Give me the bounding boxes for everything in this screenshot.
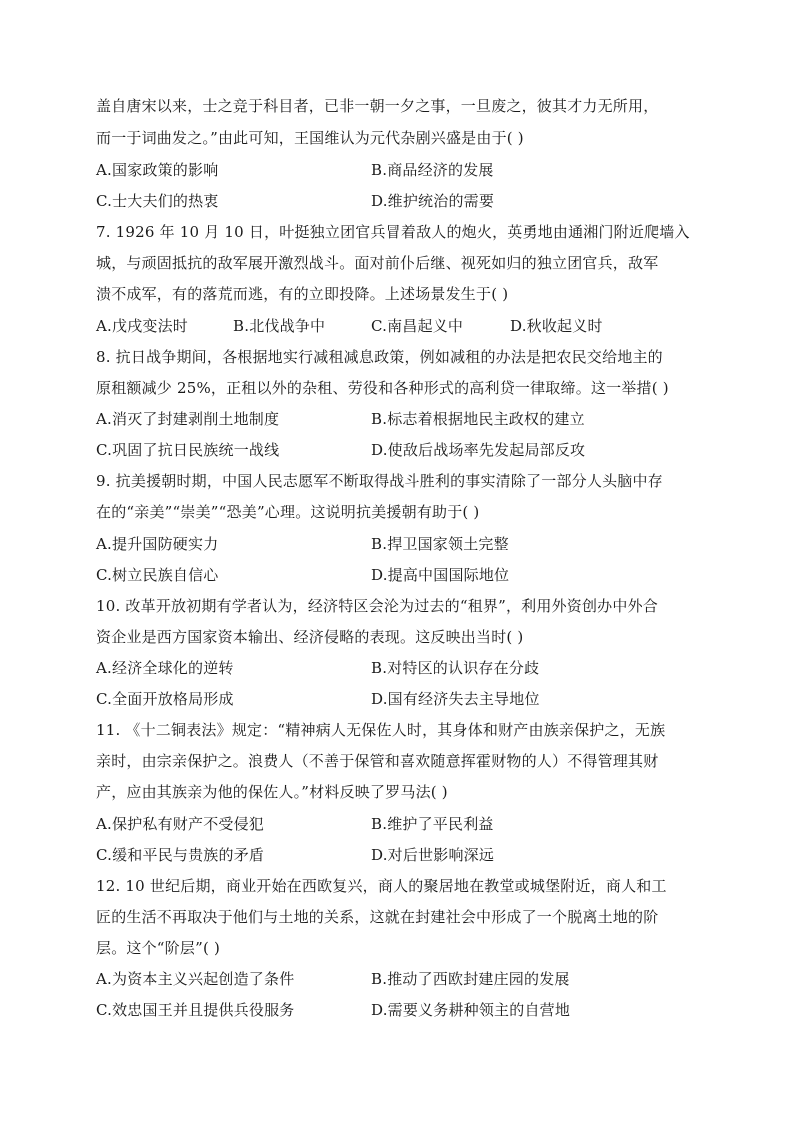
q9-option-d: D.提高中国国际地位 <box>371 566 510 584</box>
q8-option-a: A.消灭了封建剥削土地制度 <box>96 410 280 428</box>
q11-stem-line-3: 产，应由其族亲为他的保佐人。”材料反映了罗马法( ) <box>96 783 448 801</box>
q12-option-c: C.效忠国王并且提供兵役服务 <box>96 1001 295 1019</box>
q12-stem-line-2: 匠的生活不再取决于他们与土地的关系，这就在封建社会中形成了一个脱离土地的阶 <box>96 908 659 926</box>
q10-option-a: A.经济全球化的逆转 <box>96 659 234 677</box>
q11-option-c: C.缓和平民与贵族的矛盾 <box>96 846 265 864</box>
q7-option-c: C.南昌起义中 <box>371 317 464 335</box>
q12-option-b: B.推动了西欧封建庄园的发展 <box>371 970 570 988</box>
q12-stem-line-1: 12. 10 世纪后期，商业开始在西欧复兴，商人的聚居地在教堂或城堡附近，商人和工 <box>96 877 667 895</box>
q6-stem-line-1: 盖自唐宋以来，士之竞于科目者，已非一朝一夕之事，一旦废之，彼其才力无所用， <box>96 97 659 115</box>
q6-option-c: C.士大夫们的热衷 <box>96 192 219 210</box>
q8-stem-line-1: 8. 抗日战争期间，各根据地实行减租减息政策，例如减租的办法是把农民交给地主的 <box>96 348 663 366</box>
q8-option-b: B.标志着根据地民主政权的建立 <box>371 410 585 428</box>
q8-option-d: D.使敌后战场率先发起局部反攻 <box>371 441 586 459</box>
q9-option-b: B.捍卫国家领土完整 <box>371 535 509 553</box>
q6-option-b: B.商品经济的发展 <box>371 161 494 179</box>
q7-option-b: B.北伐战争中 <box>233 317 326 335</box>
q7-option-d: D.秋收起义时 <box>510 317 603 335</box>
q6-option-d: D.维护统治的需要 <box>371 192 495 210</box>
q11-option-d: D.对后世影响深远 <box>371 846 495 864</box>
q7-stem-line-3: 溃不成军，有的落荒而逃，有的立即投降。上述场景发生于( ) <box>96 285 509 303</box>
q8-stem-line-2: 原租额减少 25%，正租以外的杂租、劳役和各种形式的高利贷一律取缔。这一举措( ) <box>96 379 669 397</box>
q10-option-c: C.全面开放格局形成 <box>96 690 234 708</box>
q7-option-a: A.戊戌变法时 <box>96 317 189 335</box>
q12-option-a: A.为资本主义兴起创造了条件 <box>96 970 295 988</box>
q12-option-d: D.需要义务耕种领主的自营地 <box>371 1001 571 1019</box>
q10-stem-line-1: 10. 改革开放初期有学者认为，经济特区会沦为过去的“租界”，利用外资创办中外合 <box>96 597 658 615</box>
q11-option-b: B.维护了平民利益 <box>371 815 494 833</box>
q12-stem-line-3: 层。这个“阶层”( ) <box>96 939 221 957</box>
q11-stem-line-1: 11. 《十二铜表法》规定：“精神病人无保佐人时，其身体和财产由族亲保护之，无族 <box>96 721 666 739</box>
q11-option-a: A.保护私有财产不受侵犯 <box>96 815 265 833</box>
q9-stem-line-1: 9. 抗美援朝时期，中国人民志愿军不断取得战斗胜利的事实清除了一部分人头脑中存 <box>96 472 663 490</box>
q9-stem-line-2: 在的“亲美”“崇美”“恐美”心理。这说明抗美援朝有助于( ) <box>96 503 480 521</box>
q9-option-c: C.树立民族自信心 <box>96 566 219 584</box>
q10-option-d: D.国有经济失去主导地位 <box>371 690 540 708</box>
q9-option-a: A.提升国防硬实力 <box>96 535 219 553</box>
q8-option-c: C.巩固了抗日民族统一战线 <box>96 441 280 459</box>
q7-stem-line-2: 城，与顽固抵抗的敌军展开激烈战斗。面对前仆后继、视死如归的独立团官兵，敌军 <box>96 254 659 272</box>
q6-option-a: A.国家政策的影响 <box>96 161 219 179</box>
q11-stem-line-2: 亲时，由宗亲保护之。浪费人（不善于保管和喜欢随意挥霍财物的人）不得管理其财 <box>96 752 659 770</box>
q7-stem-line-1: 7. 1926 年 10 月 10 日，叶挺独立团官兵冒着敌人的炮火，英勇地由通湘门附近爬墙入 <box>96 223 690 241</box>
q10-stem-line-2: 资企业是西方国家资本输出、经济侵略的表现。这反映出当时( ) <box>96 628 524 646</box>
q6-stem-line-2: 而一于词曲发之。”由此可知，王国维认为元代杂剧兴盛是由于( ) <box>96 129 524 147</box>
q10-option-b: B.对特区的认识存在分歧 <box>371 659 540 677</box>
